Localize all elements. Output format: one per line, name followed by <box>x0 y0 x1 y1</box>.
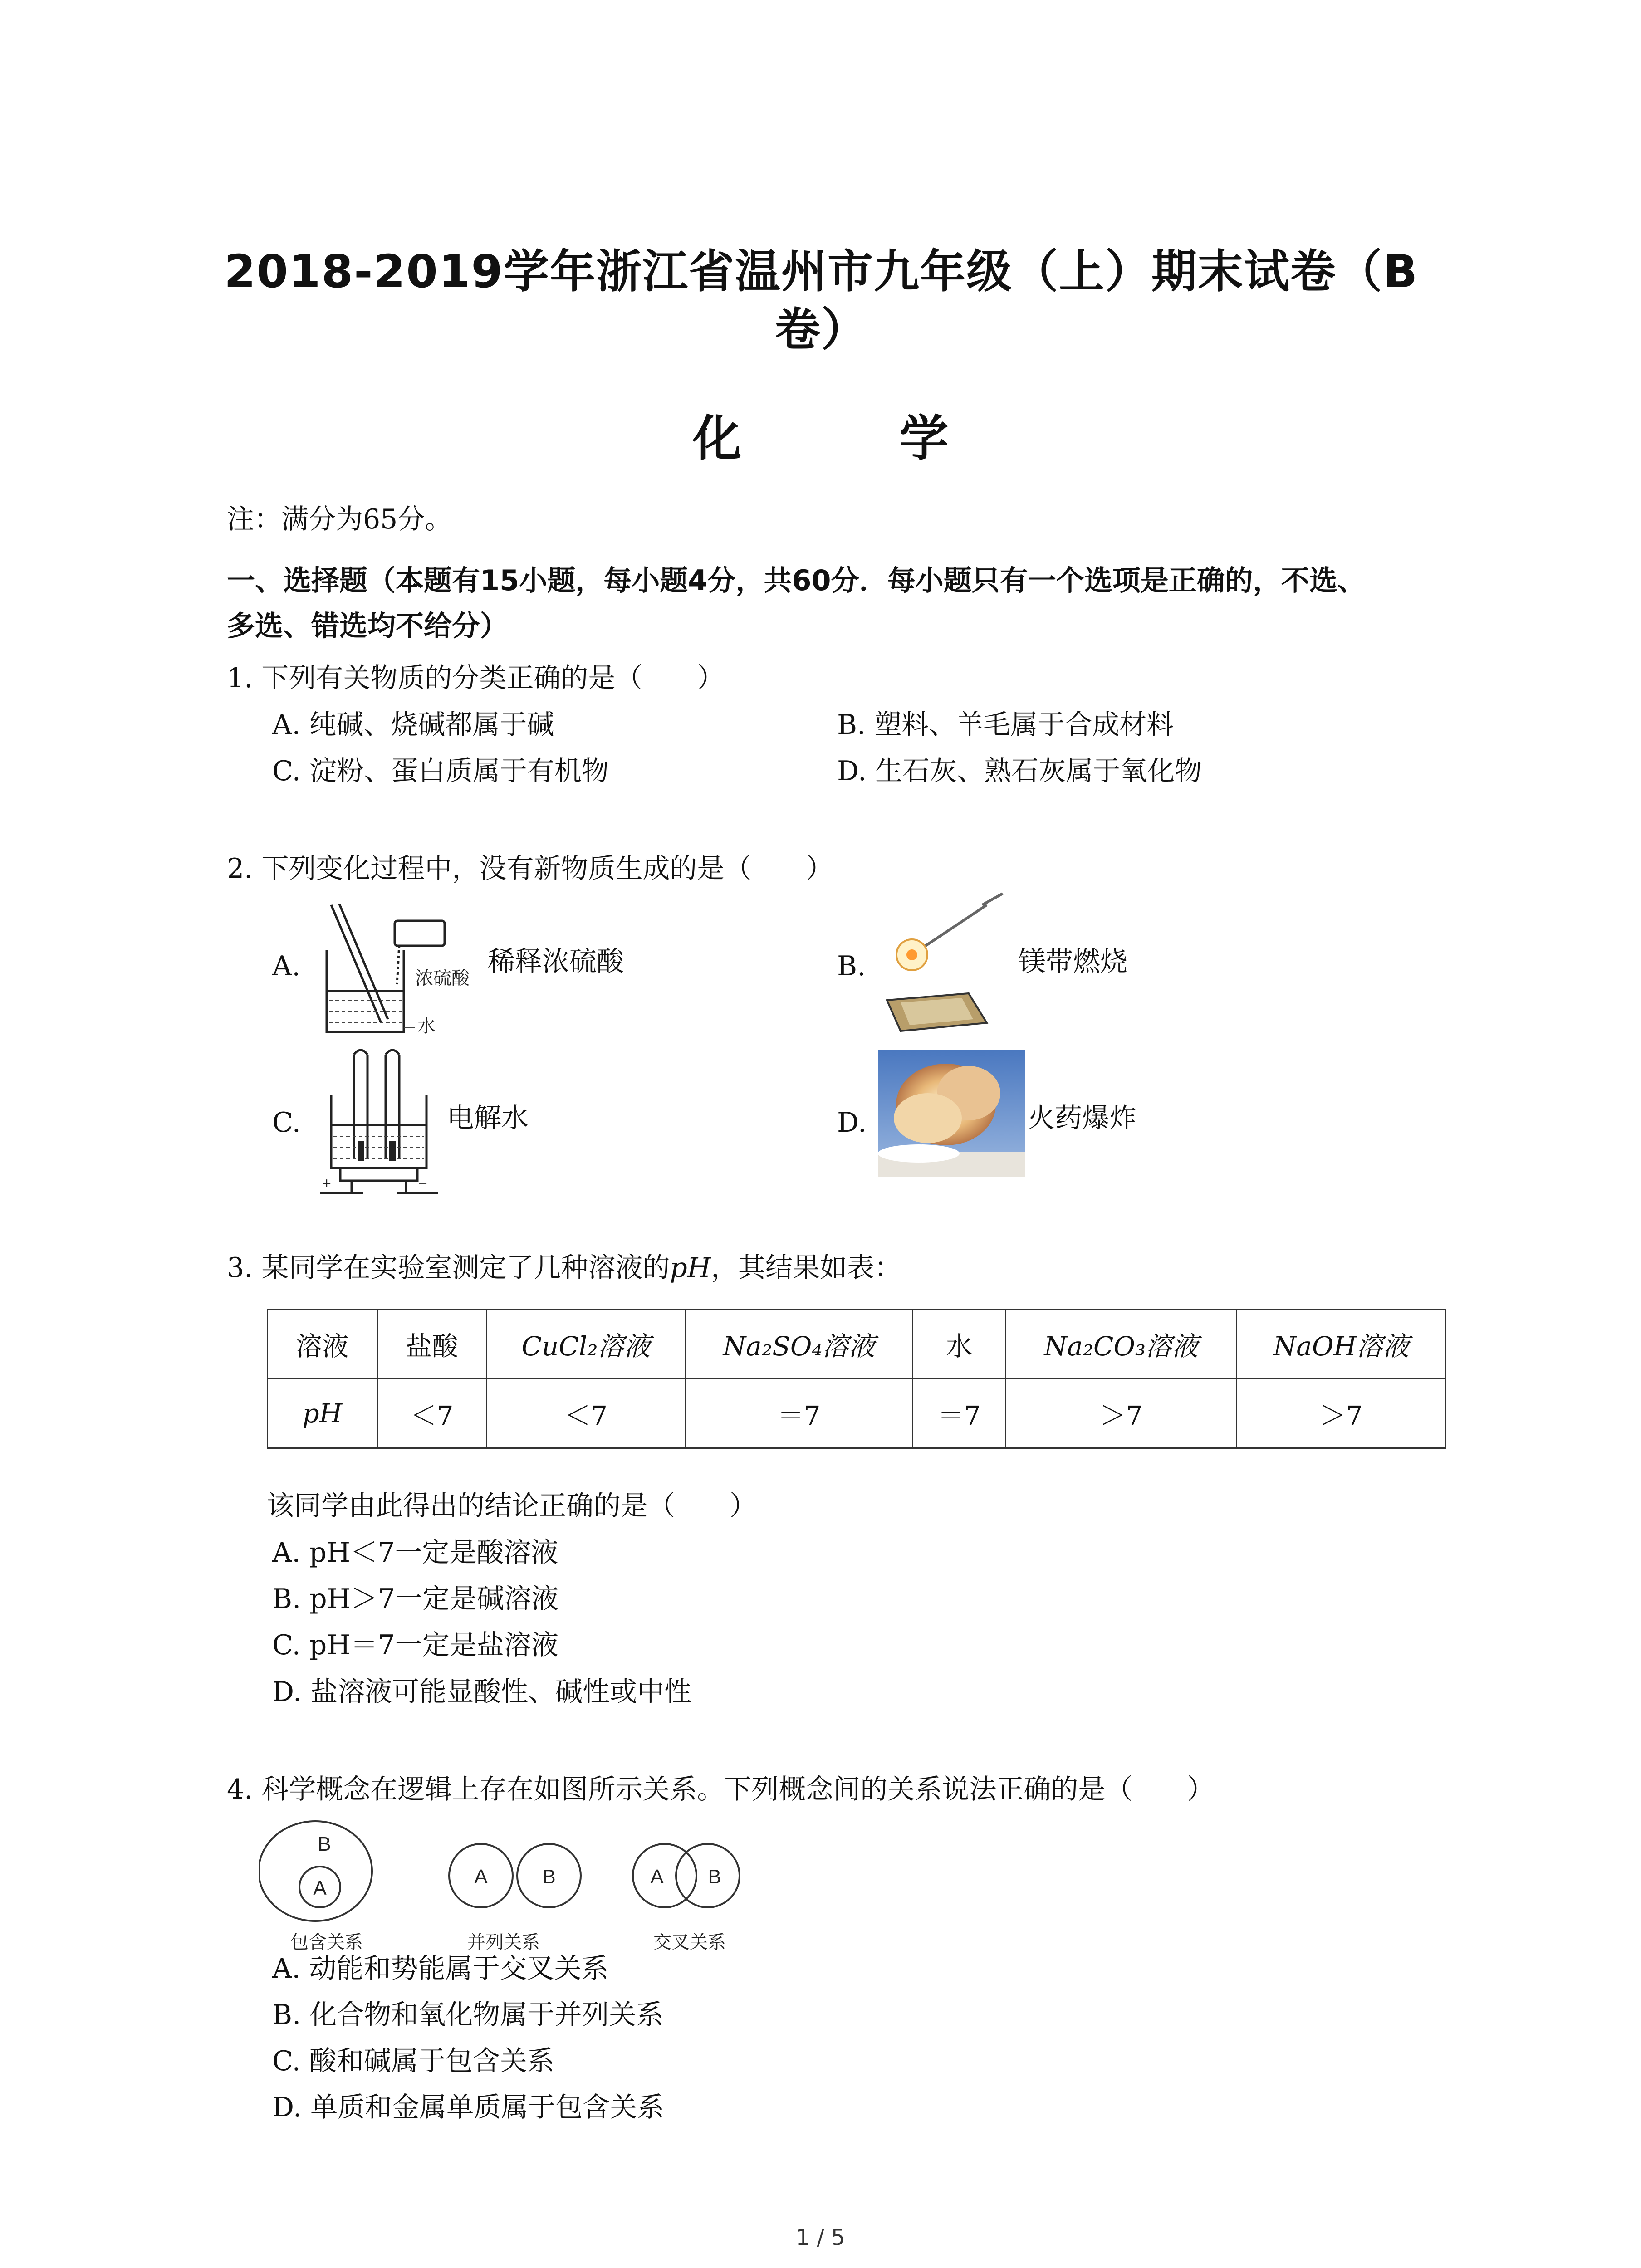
q2-stem: 2. 下列变化过程中，没有新物质生成的是（ ） <box>227 853 833 885</box>
diagram-letter-a: A <box>474 1866 488 1888</box>
q2-option-b-letter: B. <box>837 950 866 982</box>
gunpowder-explosion-figure <box>878 1050 1025 1177</box>
page-title: 2018-2019学年浙江省温州市九年级（上）期末试卷（B卷） <box>224 245 1419 356</box>
q4-option-c: C. 酸和碱属于包含关系 <box>272 2045 554 2077</box>
table-cell: ＝7 <box>685 1379 912 1448</box>
conc-acid-label: 浓硫酸 <box>415 968 470 988</box>
parallel-label: 并列关系 <box>467 1932 540 1952</box>
q2-option-d-caption: 火药爆炸 <box>1028 1102 1136 1134</box>
q2-option-c-caption: 电解水 <box>447 1102 529 1134</box>
q3-question: 该同学由此得出的结论正确的是（ ） <box>267 1490 757 1522</box>
q1-option-d: D. 生石灰、熟石灰属于氧化物 <box>837 755 1202 787</box>
q2-option-a-letter: A. <box>272 950 301 982</box>
q3-option-c: C. pH＝7一定是盐溶液 <box>272 1629 558 1661</box>
q4-option-b: B. 化合物和氧化物属于并列关系 <box>272 1999 664 2031</box>
q4-stem: 4. 科学概念在逻辑上存在如图所示关系。下列概念间的关系说法正确的是（ ） <box>227 1774 1215 1805</box>
diagram-letter-b: B <box>708 1866 721 1888</box>
ph-table <box>267 1309 1446 1449</box>
magnesium-burning-figure <box>878 887 1014 1036</box>
dilute-acid-figure <box>313 896 485 1046</box>
electrolysis-figure <box>313 1046 445 1200</box>
intersection-label: 交叉关系 <box>653 1932 726 1952</box>
table-cell: Na₂CO₃溶液 <box>1006 1310 1237 1379</box>
table-row <box>268 1379 1446 1448</box>
q3-option-b: B. pH＞7一定是碱溶液 <box>272 1583 559 1615</box>
q1-stem: 1. 下列有关物质的分类正确的是（ ） <box>227 662 725 694</box>
q2-option-a-caption: 稀释浓硫酸 <box>488 946 624 978</box>
relationship-diagram <box>259 1812 780 1957</box>
q3-stem <box>227 1250 901 1286</box>
minus-label: − <box>418 1175 427 1192</box>
table-cell: ＞7 <box>1237 1379 1446 1448</box>
table-row <box>268 1310 1446 1379</box>
q3-option-a: A. pH＜7一定是酸溶液 <box>272 1537 558 1569</box>
q1-option-c: C. 淀粉、蛋白质属于有机物 <box>272 755 609 787</box>
q1-option-b: B. 塑料、羊毛属于合成材料 <box>837 709 1174 741</box>
q3-option-d: D. 盐溶液可能显酸性、碱性或中性 <box>272 1676 692 1708</box>
q4-option-a: A. 动能和势能属于交叉关系 <box>272 1953 609 1984</box>
diagram-letter-b: B <box>542 1866 556 1888</box>
table-cell: pH <box>268 1379 377 1448</box>
score-note: 注：满分为65分。 <box>227 503 452 535</box>
q1-option-a: A. 纯碱、烧碱都属于碱 <box>272 709 554 741</box>
table-cell: NaOH溶液 <box>1237 1310 1446 1379</box>
section-heading-cont: 多选、错选均不给分） <box>227 609 509 642</box>
diagram-letter-b: B <box>318 1833 331 1855</box>
table-cell: 水 <box>913 1310 1006 1379</box>
table-cell: ＜7 <box>487 1379 685 1448</box>
diagram-letter-a: A <box>650 1866 664 1888</box>
q2-option-d-letter: D. <box>837 1107 867 1139</box>
table-cell: ＜7 <box>377 1379 487 1448</box>
page-number: 1 / 5 <box>796 2225 845 2250</box>
table-cell: CuCl₂溶液 <box>487 1310 685 1379</box>
q4-option-d: D. 单质和金属单质属于包含关系 <box>272 2092 665 2123</box>
section-heading: 一、选择题（本题有15小题，每小题4分，共60分．每小题只有一个选项是正确的，不选、 <box>227 564 1366 597</box>
q3-stem-tail: ，其结果如表： <box>711 1252 902 1284</box>
inclusion-label: 包含关系 <box>290 1932 363 1952</box>
table-cell: ＞7 <box>1006 1379 1237 1448</box>
subject-title: 化 学 <box>692 411 1003 467</box>
q2-option-b-caption: 镁带燃烧 <box>1019 946 1127 978</box>
plus-label: + <box>322 1175 331 1192</box>
water-label: 水 <box>417 1016 436 1036</box>
q3-stem-text: 3. 某同学在实验室测定了几种溶液的 <box>227 1252 670 1284</box>
table-cell: 溶液 <box>268 1310 377 1379</box>
q2-option-c-letter: C. <box>272 1107 301 1139</box>
table-cell: Na₂SO₄溶液 <box>685 1310 912 1379</box>
q3-stem-ph: pH <box>670 1252 711 1284</box>
table-cell: 盐酸 <box>377 1310 487 1379</box>
diagram-letter-a: A <box>313 1877 327 1899</box>
table-cell: ＝7 <box>913 1379 1006 1448</box>
